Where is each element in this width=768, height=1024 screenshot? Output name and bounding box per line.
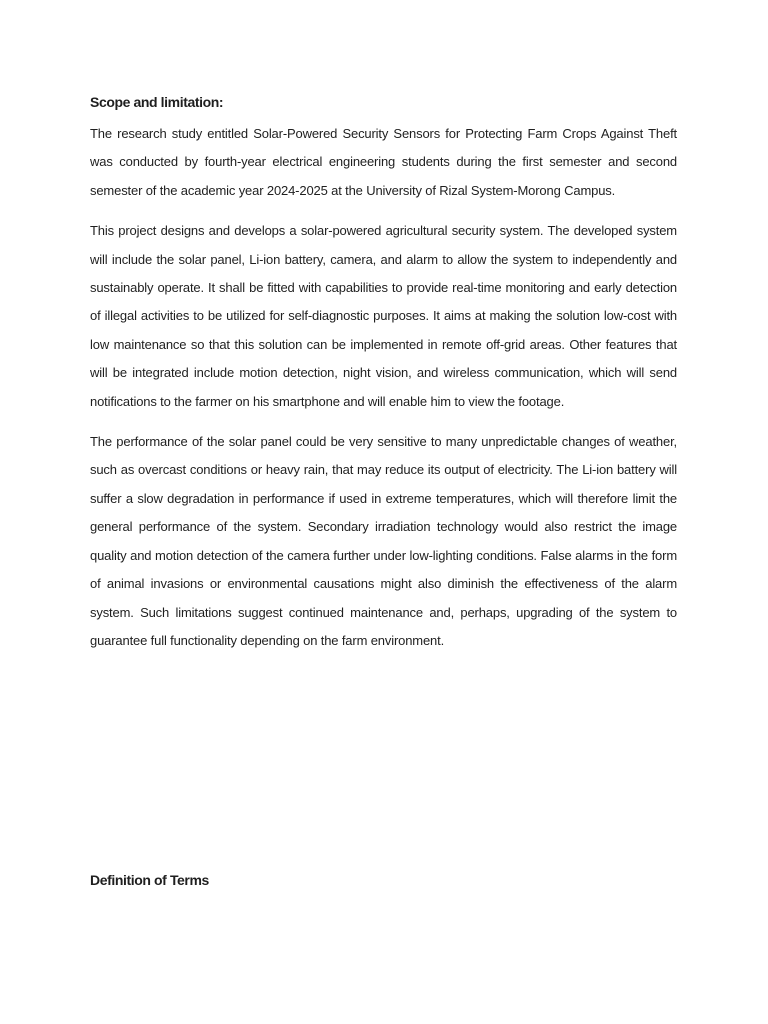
paragraph-system-description: This project designs and develops a solar-powered agricultural security system. The developed system will include the solar panel, Li-ion battery, camera, and alarm to allow the system to independently and sustainably operate. It shall be fitted with capabilities to provide real-time monitoring and early detection of illegal activities to be utilized for self-diagnostic purposes. It aims at making the solution low-cost with low maintenance so that this solution can be implemented in remote off-grid areas. Other features that will be integrated include motion detection, night vision, and wireless communication, which will send notifications to the farmer on his smartphone and will enable him to view the footage. <box>90 223 677 409</box>
definition-heading: Definition of Terms <box>90 872 209 888</box>
paragraph-limitations: The performance of the solar panel could be very sensitive to many unpredictable changes of weather, such as overcast conditions or heavy rain, that may reduce its output of electricity. The Li-ion battery will suffer a slow degradation in performance if used in extreme temperatures, which will therefore limit the general performance of the system. Secondary irradiation technology would also restrict the image quality and motion detection of the camera further under low-lighting conditions. False alarms in the form of animal invasions or environmental causations might also diminish the effectiveness of the alarm system. Such limitations suggest continued maintenance and, perhaps, upgrading of the system to guarantee full functionality depending on the farm environment. <box>90 434 677 648</box>
scope-section <box>90 90 677 655</box>
scope-heading: Scope and limitation: <box>90 94 224 110</box>
paragraph-study-overview: The research study entitled Solar-Powered Security Sensors for Protecting Farm Crops Against Theft was conducted by fourth-year electrical engineering students during the first semester and second semester of the academic year 2024-2025 at the University of Rizal System-Morong Campus. <box>90 126 677 198</box>
